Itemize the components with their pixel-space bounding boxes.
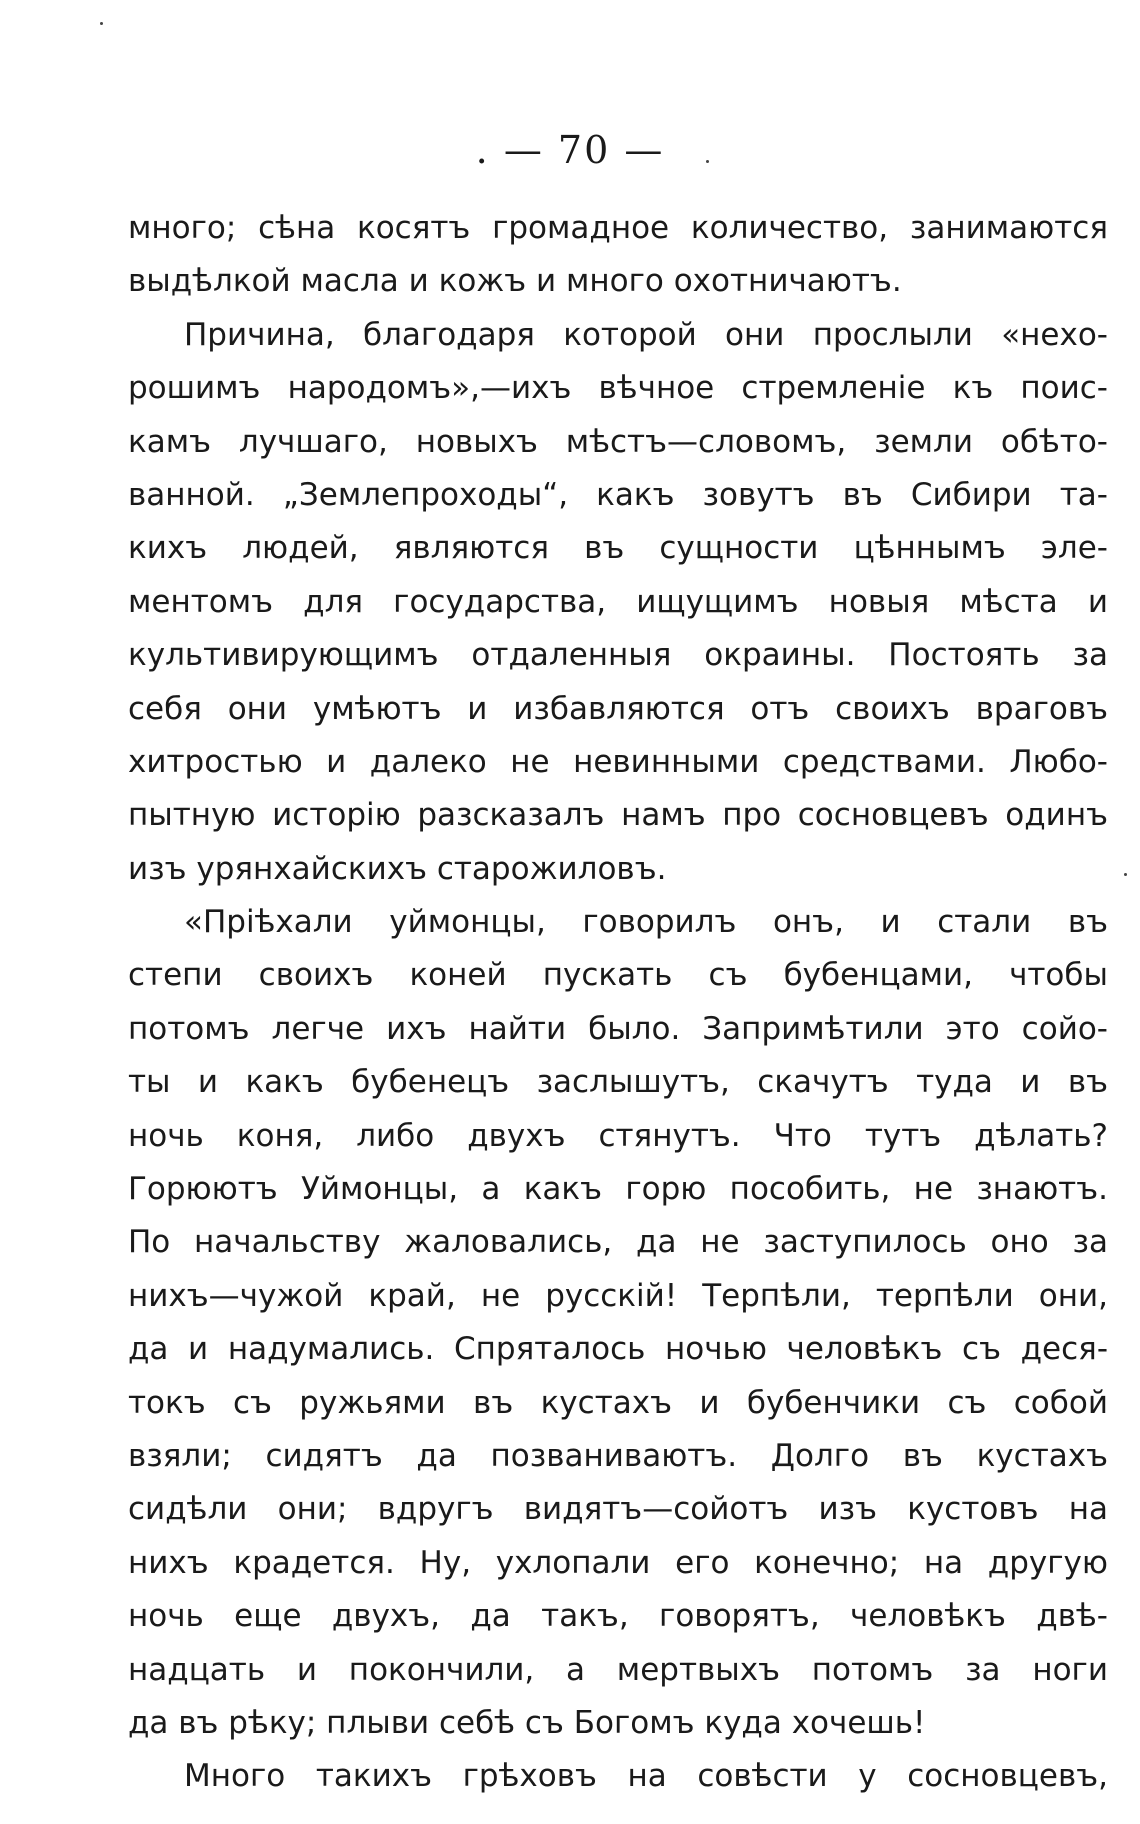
text-line: камъ лучшаго, новыхъ мѣстъ—словомъ, земли обѣто-: [128, 423, 1108, 460]
text-line: культивирующимъ отдаленныя окраины. Постоять за: [128, 637, 1108, 674]
text-line: рошимъ народомъ»,—ихъ вѣчное стремленіе къ поис-: [128, 370, 1108, 407]
text-line: степи своихъ коней пускать съ бубенцами, чтобы: [128, 957, 1108, 994]
text-line: Причина, благодаря которой они прослыли «нехо-: [184, 316, 1108, 353]
text-line: Много такихъ грѣховъ на совѣсти у сосновцевъ,: [184, 1758, 1108, 1795]
text-line: ванной. „Землепроходы“, какъ зовутъ въ Сибири та-: [128, 476, 1108, 513]
page-number: . — 70 —: [475, 128, 665, 172]
text-line: «Пріѣхали уймонцы, говорилъ онъ, и стали въ: [184, 904, 1108, 941]
text-line: сидѣли они; вдругъ видятъ—сойотъ изъ кустовъ на: [128, 1491, 1108, 1528]
print-speck: [706, 160, 709, 163]
text-line: да и надумались. Спряталось ночью человѣкъ съ деся-: [128, 1331, 1108, 1368]
text-line: потомъ легче ихъ найти было. Запримѣтили это сойо-: [128, 1010, 1108, 1047]
text-line: надцать и покончили, а мертвыхъ потомъ за ноги: [128, 1651, 1108, 1688]
print-speck: [100, 22, 103, 25]
text-line: По начальству жаловались, да не заступилось оно за: [128, 1224, 1108, 1261]
text-line: ночь еще двухъ, да такъ, говорятъ, человѣкъ двѣ-: [128, 1598, 1108, 1635]
text-line: нихъ—чужой край, не русскій! Терпѣли, терпѣли они,: [128, 1277, 1108, 1314]
page-text: [128, 202, 1108, 1804]
text-line: изъ урянхайскихъ старожиловъ.: [128, 850, 667, 887]
text-line: ночь коня, либо двухъ стянутъ. Что тутъ дѣлать?: [128, 1117, 1108, 1154]
text-line: выдѣлкой масла и кожъ и много охотничаютъ.: [128, 263, 902, 300]
text-line: Горюютъ Уймонцы, а какъ горю пособить, не знаютъ.: [128, 1171, 1108, 1208]
text-line: много; сѣна косятъ громадное количество, занимаются: [128, 210, 1108, 246]
text-line: ментомъ для государства, ищущимъ новыя мѣста и: [128, 583, 1108, 620]
text-line: нихъ крадется. Ну, ухлопали его конечно; на другую: [128, 1544, 1108, 1581]
text-line: да въ рѣку; плыви себѣ съ Богомъ куда хочешь!: [128, 1704, 926, 1741]
text-line: ты и какъ бубенецъ заслышутъ, скачутъ туда и въ: [128, 1064, 1108, 1101]
print-speck: [1124, 873, 1127, 876]
text-line: кихъ людей, являются въ сущности цѣннымъ эле-: [128, 530, 1108, 567]
text-line: токъ съ ружьями въ кустахъ и бубенчики съ собой: [128, 1384, 1108, 1421]
text-line: пытную исторію разсказалъ намъ про сосновцевъ одинъ: [128, 797, 1108, 834]
text-line: хитростью и далеко не невинными средствами. Любо-: [128, 743, 1108, 780]
text-line: взяли; сидятъ да позваниваютъ. Долго въ кустахъ: [128, 1437, 1108, 1474]
text-line: себя они умѣютъ и избавляются отъ своихъ враговъ: [128, 690, 1108, 727]
